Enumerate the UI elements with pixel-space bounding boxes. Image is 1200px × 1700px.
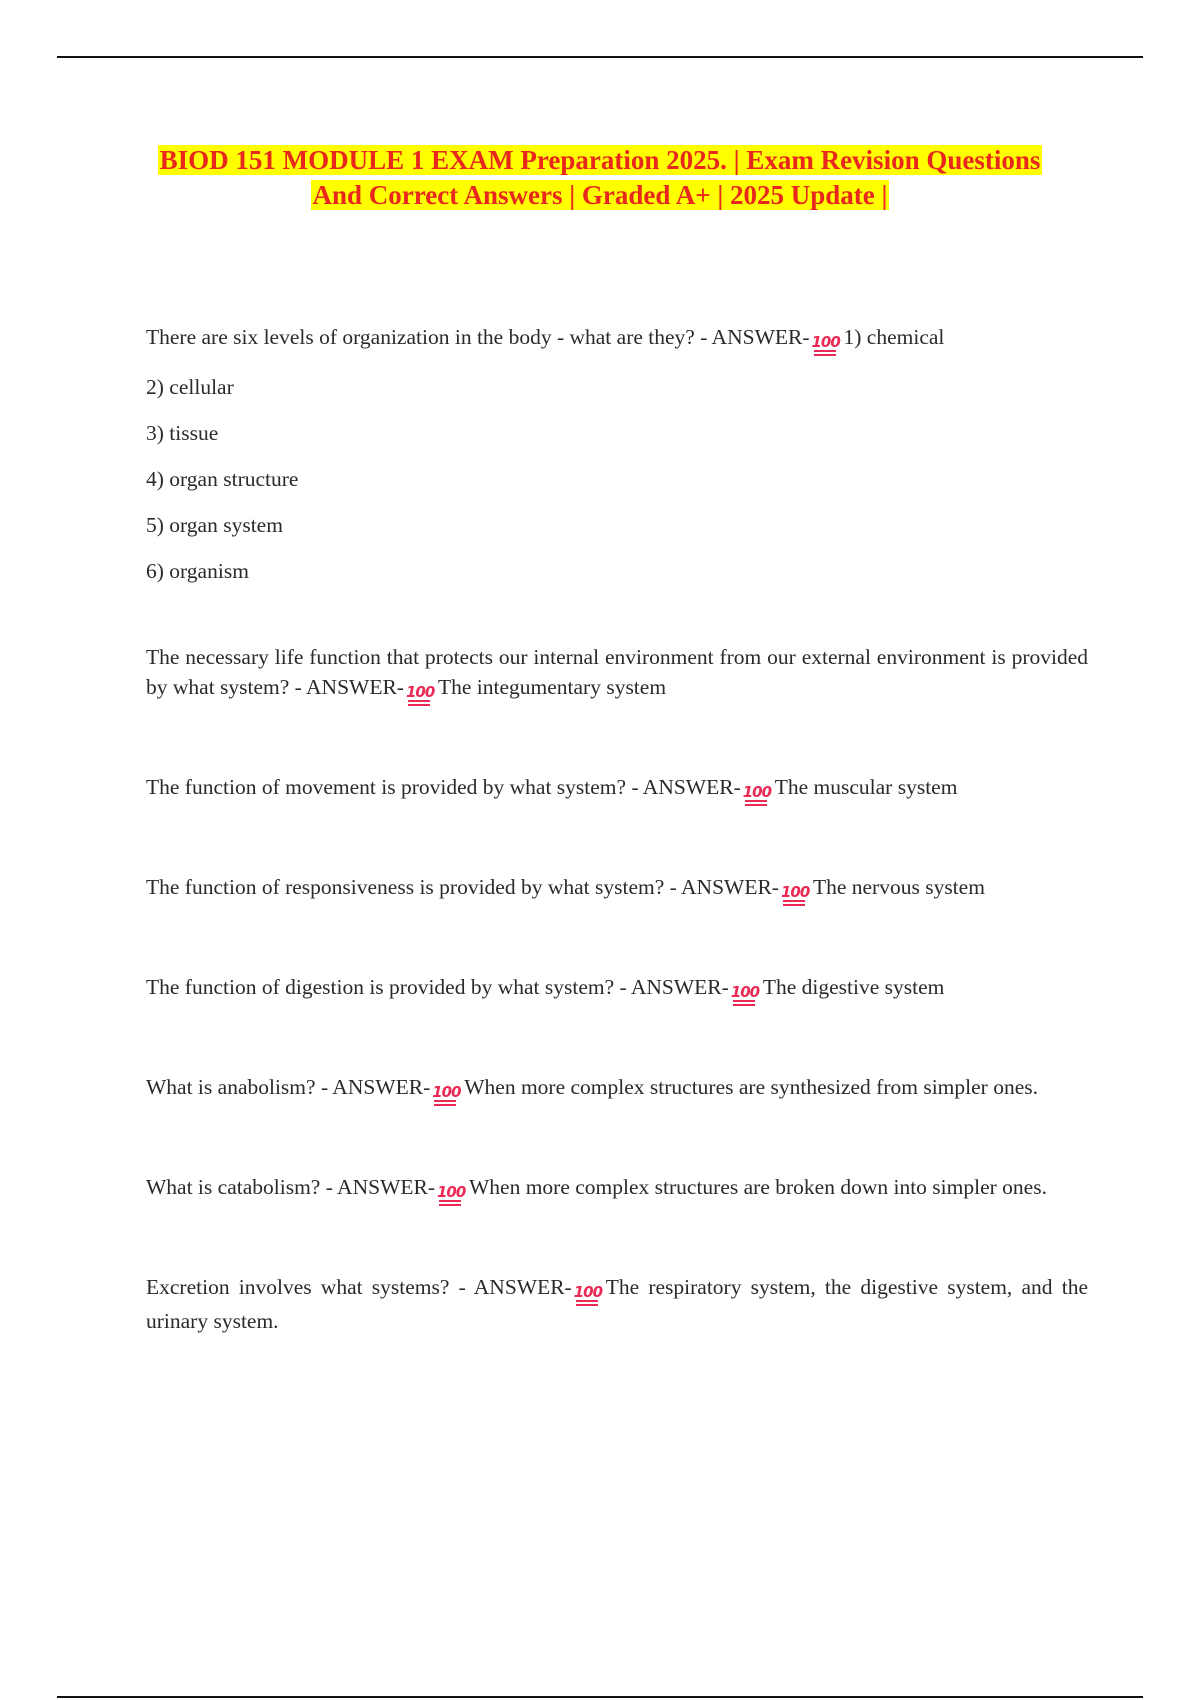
answer-text: 1) chemical bbox=[843, 325, 945, 349]
hundred-points-icon bbox=[437, 1183, 466, 1206]
hundred-points-icon bbox=[405, 683, 435, 706]
answer-text: When more complex structures are synthesized from simpler ones. bbox=[464, 1075, 1038, 1099]
question-text: The function of responsiveness is provided by what system? - ANSWER- bbox=[146, 875, 779, 899]
badge-text: 100 bbox=[742, 783, 772, 801]
bottom-rule bbox=[57, 1696, 1143, 1698]
hundred-points-icon bbox=[780, 883, 810, 906]
qa-item bbox=[146, 1272, 1088, 1336]
list-item: 6) organism bbox=[146, 559, 249, 583]
qa-item bbox=[146, 642, 1088, 706]
badge-text: 100 bbox=[437, 1183, 466, 1201]
list-item: 3) tissue bbox=[146, 421, 219, 445]
list-item: 4) organ structure bbox=[146, 467, 299, 491]
answer-text: The respiratory system, the digestive system, and the urinary system. bbox=[146, 1275, 1088, 1333]
question-text: The necessary life function that protects our internal environment from our external environment is provided by what system? - ANSWER- bbox=[146, 645, 1088, 699]
document-title bbox=[100, 143, 1100, 213]
answer-text: The nervous system bbox=[812, 875, 985, 899]
question-text: What is anabolism? - ANSWER- bbox=[146, 1075, 431, 1099]
answer-text: When more complex structures are broken down into simpler ones. bbox=[469, 1175, 1047, 1199]
badge-text: 100 bbox=[405, 683, 435, 701]
answer-text: The digestive system bbox=[762, 975, 945, 999]
badge-text: 100 bbox=[432, 1083, 461, 1101]
qa-item bbox=[146, 872, 1088, 906]
hundred-points-icon bbox=[811, 333, 840, 356]
hundred-points-icon bbox=[742, 783, 772, 806]
answer-text: The muscular system bbox=[774, 775, 958, 799]
qa-item bbox=[146, 1172, 1088, 1206]
qa-list bbox=[146, 322, 1088, 1336]
qa-item bbox=[146, 772, 1088, 806]
question-text: The function of movement is provided by what system? - ANSWER- bbox=[146, 775, 741, 799]
title-line-2: And Correct Answers | Graded A+ | 2025 Update | bbox=[312, 180, 888, 210]
question-text: There are six levels of organization in the body - what are they? - ANSWER- bbox=[146, 325, 810, 349]
title-line-1: BIOD 151 MODULE 1 EXAM Preparation 2025. | Exam Revision Questions bbox=[159, 145, 1041, 175]
levels-list bbox=[146, 372, 1088, 586]
qa-item-levels bbox=[146, 322, 1088, 356]
qa-item bbox=[146, 972, 1088, 1006]
list-item: 2) cellular bbox=[146, 375, 234, 399]
answer-text: The integumentary system bbox=[437, 675, 667, 699]
hundred-points-icon bbox=[730, 983, 760, 1006]
qa-item bbox=[146, 1072, 1088, 1106]
top-rule bbox=[57, 56, 1143, 58]
question-text: Excretion involves what systems? - ANSWER- bbox=[146, 1275, 572, 1299]
question-text: What is catabolism? - ANSWER- bbox=[146, 1175, 435, 1199]
badge-text: 100 bbox=[780, 883, 810, 901]
question-text: The function of digestion is provided by what system? - ANSWER- bbox=[146, 975, 729, 999]
badge-text: 100 bbox=[730, 983, 760, 1001]
badge-text: 100 bbox=[573, 1283, 603, 1301]
hundred-points-icon bbox=[573, 1283, 603, 1306]
badge-text: 100 bbox=[811, 333, 840, 351]
hundred-points-icon bbox=[432, 1083, 461, 1106]
list-item: 5) organ system bbox=[146, 513, 283, 537]
